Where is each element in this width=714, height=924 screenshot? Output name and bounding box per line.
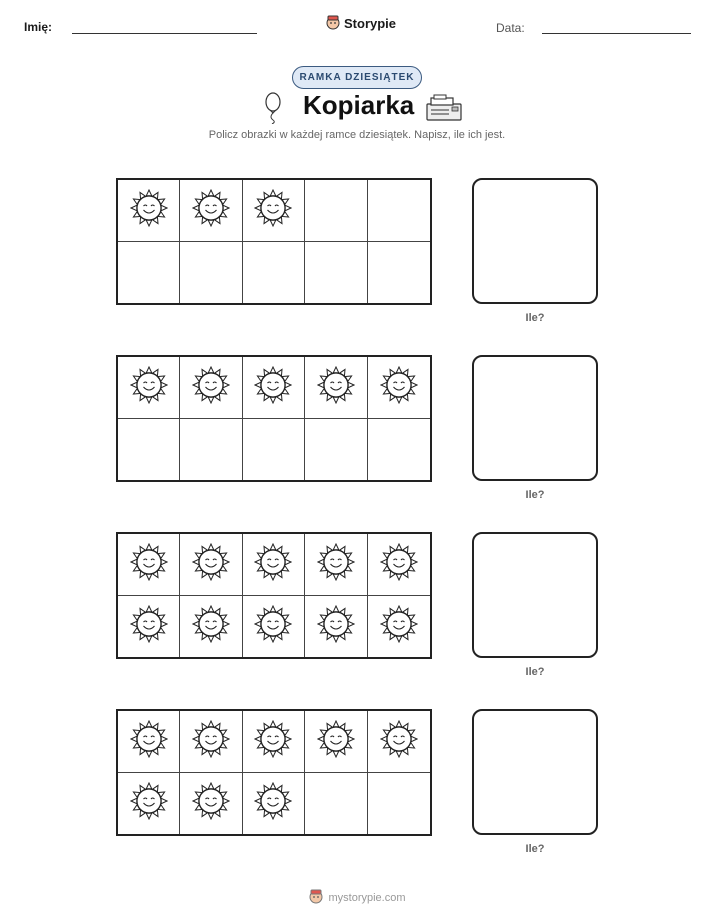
ten-frame-cell [243, 534, 305, 596]
answer-box[interactable] [472, 532, 598, 658]
sun-icon [317, 605, 355, 648]
ten-frame [116, 532, 432, 659]
ten-frame-cell [118, 596, 180, 658]
ten-frame [116, 709, 432, 836]
sun-icon [130, 189, 168, 232]
sun-icon [254, 366, 292, 409]
ten-frame-cell [305, 534, 367, 596]
answer-prompt: Ile? [525, 489, 545, 501]
ten-frame-cell [243, 711, 305, 773]
sun-icon [254, 782, 292, 825]
ten-frame-cell [305, 357, 367, 419]
ten-frame-cell [243, 242, 305, 304]
sun-icon [380, 605, 418, 648]
ten-frame-cell [368, 180, 430, 242]
ten-frame-cell [118, 534, 180, 596]
ten-frame-cell [180, 534, 242, 596]
ten-frame-cell [243, 357, 305, 419]
mascot-icon [308, 888, 324, 907]
ten-frame-cell [118, 180, 180, 242]
sun-icon [192, 782, 230, 825]
ten-frame-cell [305, 596, 367, 658]
footer-url[interactable]: mystorypie.com [328, 891, 406, 904]
sun-icon [380, 366, 418, 409]
sun-icon [192, 366, 230, 409]
brand-name: Storypie [344, 16, 397, 31]
ten-frame-cell [368, 242, 430, 304]
ten-frame-cell [180, 180, 242, 242]
sun-icon [130, 366, 168, 409]
brand-logo [325, 14, 396, 33]
answer-box[interactable] [472, 355, 598, 481]
ten-frame-cell [368, 711, 430, 773]
sun-icon [192, 605, 230, 648]
answer-prompt: Ile? [525, 666, 545, 678]
sun-icon [317, 543, 355, 586]
sun-icon [130, 543, 168, 586]
ten-frame-cell [180, 596, 242, 658]
ten-frame-cell [243, 773, 305, 835]
sun-icon [192, 189, 230, 232]
date-line[interactable] [542, 33, 691, 34]
answer-prompt: Ile? [525, 312, 545, 324]
answer-box[interactable] [472, 709, 598, 835]
ten-frame-cell [180, 419, 242, 481]
mascot-icon [325, 14, 341, 33]
sun-icon [254, 543, 292, 586]
ten-frame-cell [180, 242, 242, 304]
ten-frame-cell [368, 419, 430, 481]
ten-frame-cell [118, 773, 180, 835]
ten-frame-cell [243, 596, 305, 658]
date-label: Data: [496, 21, 525, 35]
ten-frame [116, 355, 432, 482]
sun-icon [130, 605, 168, 648]
ten-frame-cell [368, 596, 430, 658]
sun-icon [254, 605, 292, 648]
sun-icon [254, 189, 292, 232]
ten-frame-cell [305, 773, 367, 835]
ten-frame-cell [243, 180, 305, 242]
page-title: Kopiarka [303, 90, 415, 120]
ten-frame-cell [368, 357, 430, 419]
sun-icon [130, 720, 168, 763]
ten-frame-cell [180, 773, 242, 835]
footer [0, 888, 714, 907]
answer-prompt: Ile? [525, 843, 545, 855]
sun-icon [380, 543, 418, 586]
ten-frame-cell [118, 357, 180, 419]
ten-frame-cell [368, 534, 430, 596]
ten-frame-cell [305, 242, 367, 304]
ten-frame-cell [243, 419, 305, 481]
instruction-text: Policz obrazki w każdej ramce dziesiątek. Napisz, ile ich jest. [208, 129, 506, 141]
sun-icon [317, 720, 355, 763]
ten-frame-cell [305, 419, 367, 481]
ten-frame-cell [118, 711, 180, 773]
sun-icon [130, 782, 168, 825]
ten-frame-cell [305, 711, 367, 773]
category-badge: RAMKA DZIESIĄTEK [292, 66, 422, 89]
ten-frame-cell [180, 357, 242, 419]
name-line[interactable] [72, 33, 257, 34]
sun-icon [254, 720, 292, 763]
ten-frame-cell [118, 242, 180, 304]
name-label: Imię: [24, 20, 53, 34]
sun-icon [380, 720, 418, 763]
ten-frame-cell [180, 711, 242, 773]
ten-frame-cell [368, 773, 430, 835]
answer-box[interactable] [472, 178, 598, 304]
ten-frame [116, 178, 432, 305]
sun-icon [192, 720, 230, 763]
balloon-icon [262, 92, 284, 129]
ten-frame-cell [118, 419, 180, 481]
sun-icon [192, 543, 230, 586]
copier-icon [425, 94, 463, 127]
sun-icon [317, 366, 355, 409]
ten-frame-cell [305, 180, 367, 242]
